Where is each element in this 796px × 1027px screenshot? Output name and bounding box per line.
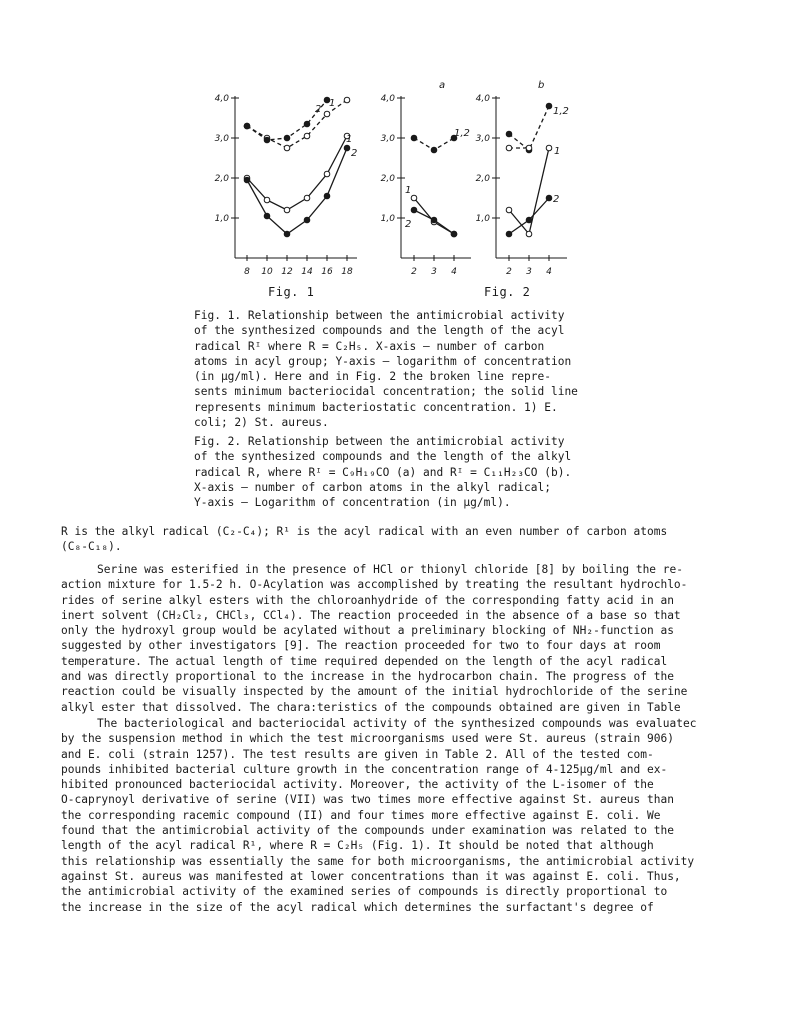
text-line: against St. aureus was manifested at lower concentrations than it was against E. coli. Thus,	[61, 869, 681, 883]
text-line: and E. coli (strain 1257). The test results are given in Table 2. All of the tested com-	[61, 747, 654, 761]
fig2b-x-tick-label: 4	[546, 267, 552, 277]
fig2a-data-point	[411, 195, 417, 201]
text-line: this relationship was essentially the same for both microorganisms, the antimicrobial activity	[61, 854, 695, 868]
text-line: the increase in the size of the acyl radical which determines the surfactant's degree of	[61, 900, 654, 914]
fig2b-y-tick-label: 4,0	[475, 94, 490, 104]
text-line: temperature. The actual length of time required depended on the length of the acyl radical	[61, 654, 668, 668]
fig1-x-tick-label: 8	[244, 267, 250, 277]
caption-line: radical R, where Rᴵ = C₉H₁₉CO (a) and Rᴵ = C₁₁H₂₃CO (b).	[194, 465, 572, 479]
text-line: length of the acyl radical R¹, where R = C₂H₅ (Fig. 1). It should be noted that although	[61, 839, 654, 853]
text-line: suggested by other investigators [9]. The reaction proceeded for two to four days at room	[61, 639, 661, 653]
fig1-data-point	[244, 177, 250, 183]
intro-text	[61, 524, 741, 555]
fig1-data-point	[324, 111, 330, 117]
fig2-caption	[194, 434, 614, 510]
fig2b-data-point	[506, 207, 512, 213]
fig2b-series-line	[509, 106, 549, 150]
fig1-data-point	[264, 137, 270, 143]
fig2a-data-point	[411, 207, 417, 213]
fig1-curve-label: 2	[315, 104, 322, 115]
paragraph-2	[61, 716, 741, 915]
text-line: the corresponding racemic compound (II) and four times more effective against E. coli. We	[61, 808, 661, 822]
fig2a-y-tick-label: 1,0	[380, 214, 395, 224]
fig1-y-tick-label: 2,0	[214, 174, 229, 184]
text-line: action mixture for 1.5-2 h. O-Acylation was accomplished by treating the resultant hydrochlo-	[61, 578, 688, 592]
fig2a-x-tick-label: 4	[451, 267, 457, 277]
fig2b-series-line	[509, 198, 549, 234]
text-line: (C₈-C₁₈).	[61, 540, 122, 554]
fig2b-curve-label: 1	[554, 146, 561, 157]
fig2b-data-point	[506, 145, 512, 151]
fig2a-data-point	[451, 231, 457, 237]
fig1-x-tick-label: 10	[261, 267, 273, 277]
fig1-data-point	[304, 133, 310, 139]
text-line: reaction could be visually inspected by the amount of the initial hydrochloride of the serine	[61, 685, 688, 699]
fig2b-data-point	[546, 195, 552, 201]
caption-line: Fig. 2. Relationship between the antimicrobial activity	[194, 435, 565, 448]
fig2b-data-point	[546, 145, 552, 151]
text-line: hibited pronounced bacteriocidal activity. Moreover, the activity of the L-isomer of the	[61, 778, 654, 792]
fig2a-x-tick-label: 2	[411, 267, 417, 277]
fig1-title: Fig. 1	[268, 285, 315, 299]
fig2b-curve-label: 1,2	[553, 106, 569, 117]
fig1-y-tick-label: 3,0	[214, 134, 229, 144]
fig1-series-line	[247, 136, 347, 210]
fig2b-curve-label: 2	[553, 194, 560, 205]
text-line: R is the alkyl radical (C₂-C₄); R¹ is the acyl radical with an even number of carbon atoms	[61, 525, 668, 538]
text-line: pounds inhibited bacterial culture growth in the concentration range of 4-125μg/ml and ex-	[61, 762, 668, 776]
fig1-data-point	[284, 145, 290, 151]
fig1-x-tick-label: 12	[281, 267, 293, 277]
fig1-curve-label: 1	[329, 98, 336, 109]
fig1-series-line	[247, 148, 347, 234]
fig2-panel-a-label: a	[439, 80, 446, 91]
fig1-data-point	[304, 121, 310, 127]
fig1-y-tick-label: 4,0	[214, 94, 229, 104]
fig2b-y-tick-label: 3,0	[475, 134, 490, 144]
fig2b-data-point	[526, 231, 532, 237]
caption-line: (in μg/ml). Here and in Fig. 2 the broken line repre-	[194, 370, 551, 384]
fig2a-y-tick-label: 3,0	[380, 134, 395, 144]
text-line: alkyl ester that dissolved. The chara:teristics of the compounds obtained are given in Table	[61, 700, 681, 714]
caption-line: Fig. 1. Relationship between the antimicrobial activity	[194, 309, 565, 322]
fig2b-data-point	[526, 217, 532, 223]
fig1-y-tick-label: 1,0	[214, 214, 229, 224]
fig2a-curve-label: 1	[405, 185, 412, 196]
fig2b-x-tick-label: 3	[526, 267, 532, 277]
caption-line: X-axis — number of carbon atoms in the alkyl radical;	[194, 480, 551, 494]
fig1-x-tick-label: 14	[301, 267, 313, 277]
fig2a-data-point	[431, 147, 437, 153]
fig1-curve-label: 2	[351, 148, 358, 159]
fig2b-data-point	[506, 231, 512, 237]
text-line: rides of serine alkyl esters with the chloroanhydride of the corresponding fatty acid in an	[61, 593, 674, 607]
fig2a-y-tick-label: 2,0	[380, 174, 395, 184]
fig1-data-point	[264, 197, 270, 203]
fig1-data-point	[324, 193, 330, 199]
fig1-data-point	[284, 231, 290, 237]
fig2b-data-point	[546, 103, 552, 109]
text-line: found that the antimicrobial activity of the compounds under examination was related to the	[61, 824, 674, 838]
caption-line: Y-axis — Logarithm of concentration (in μg/ml).	[194, 496, 511, 510]
caption-line: sents minimum bacteriocidal concentration; the solid line	[194, 385, 578, 399]
fig1-data-point	[304, 217, 310, 223]
fig1-data-point	[344, 97, 350, 103]
fig2a-curve-label: 1,2	[454, 128, 470, 139]
fig1-data-point	[324, 171, 330, 177]
text-line: O-caprynoyl derivative of serine (VII) was two times more effective against St. aureus than	[61, 793, 674, 807]
caption-line: of the synthesized compounds and the length of the alkyl	[194, 450, 572, 464]
fig2a-x-tick-label: 3	[431, 267, 437, 277]
fig2a-y-tick-label: 4,0	[380, 94, 395, 104]
fig1-data-point	[304, 195, 310, 201]
fig2b-y-tick-label: 1,0	[475, 214, 490, 224]
text-line: The bacteriological and bacteriocidal activity of the synthesized compounds was evaluatec	[97, 717, 697, 730]
fig1-data-point	[344, 145, 350, 151]
fig2a-series-line	[414, 198, 454, 234]
figures-plot-area	[195, 72, 615, 304]
fig1-curve-label: 1	[346, 134, 353, 145]
caption-line: of the synthesized compounds and the length of the acyl	[194, 324, 565, 338]
text-line: Serine was esterified in the presence of HCl or thionyl chloride [8] by boiling the re-	[97, 563, 683, 576]
chart-marks	[215, 94, 569, 277]
text-line: the antimicrobial activity of the examined series of compounds is directly proportional to	[61, 885, 668, 899]
fig1-caption	[194, 308, 614, 430]
paragraph-1	[61, 562, 741, 715]
text-line: only the hydroxyl group would be acylated without a preliminary blocking of NH₂-function as	[61, 624, 674, 638]
fig1-data-point	[244, 123, 250, 129]
fig2-panel-b-label: b	[538, 80, 545, 91]
fig2a-data-point	[431, 217, 437, 223]
caption-line: atoms in acyl group; Y-axis — logarithm of concentration	[194, 354, 572, 368]
fig1-data-point	[284, 207, 290, 213]
fig2b-data-point	[506, 131, 512, 137]
fig2a-data-point	[411, 135, 417, 141]
fig2-title: Fig. 2	[484, 285, 531, 299]
caption-line: coli; 2) St. aureus.	[194, 416, 329, 430]
fig2a-curve-label: 2	[405, 219, 412, 230]
text-line: and was directly proportional to the increase in the hydrocarbon chain. The progress of the	[61, 670, 674, 684]
text-line: inert solvent (CH₂Cl₂, CHCl₃, CCl₄). The reaction proceeded in the absence of a base so that	[61, 608, 681, 622]
fig1-data-point	[284, 135, 290, 141]
fig2b-x-tick-label: 2	[506, 267, 512, 277]
caption-line: radical Rᴵ where R = C₂H₅. X-axis — number of carbon	[194, 339, 545, 353]
fig1-data-point	[264, 213, 270, 219]
caption-line: represents minimum bacteriostatic concentration. 1) E.	[194, 400, 558, 414]
fig1-x-tick-label: 18	[341, 267, 353, 277]
fig2b-y-tick-label: 2,0	[475, 174, 490, 184]
fig1-x-tick-label: 16	[321, 267, 333, 277]
text-line: by the suspension method in which the test microorganisms used were St. aureus (strain 906)	[61, 732, 674, 746]
fig2b-data-point	[526, 145, 532, 151]
